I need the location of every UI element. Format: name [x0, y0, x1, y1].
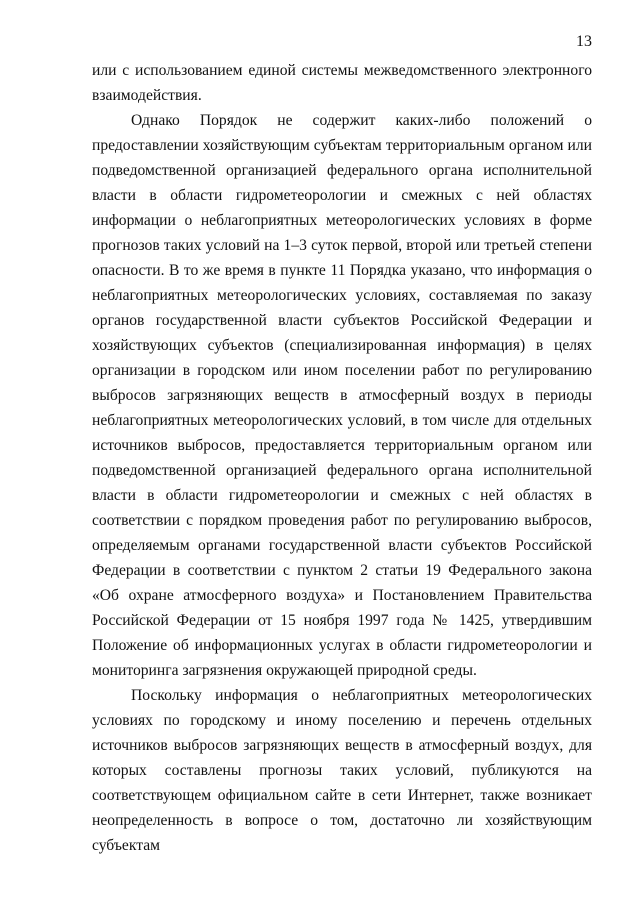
paragraph-procedure-gap: Однако Порядок не содержит каких-либо положений о предоставлении хозяйствующим субъектам территориальным органом или подведомственной организацией федерального органа исполнительной власти в области гидрометеорологии и смежных с ней областях информации о неблагоприятных метеорологических условиях в форме прогнозов таких условий на 1–3 суток первой, второй или третьей степени опасности. В то же время в пункте 11 Порядка указано, что информация о неблагоприятных метеорологических условиях, составляемая по заказу органов государственной власти субъектов Российской Федерации и хозяйствующих субъектов (специализированная информация) в целях организации в городском или ином поселении работ по регулированию выбросов загрязняющих веществ в атмосферный воздух в периоды неблагоприятных метеорологических условий, в том числе для отдельных источников выбросов, предоставляется территориальным органом или подведомственной организацией федерального органа исполнительной власти в области гидрометеорологии и смежных с ней областях в соответствии с порядком проведения работ по регулированию выбросов, определяемым органами государственной власти субъектов Российской Федерации в соответствии с пунктом 2 статьи 19 Федерального закона «Об охране атмосферного воздуха» и Постановлением Правительства Российской Федерации от 15 ноября 1997 года № 1425, утвердившим Положение об информационных услугах в области гидрометеорологии и мониторинга загрязнения окружающей природной среды.: [92, 112, 592, 679]
paragraph-uncertainty: Поскольку информация о неблагоприятных метеорологических условиях по городскому и иному поселению и перечень отдельных источников выбросов загрязняющих веществ в атмосферный воздух, для которых составлены прогнозы таких условий, публикуются на соответствующем официальном сайте в сети Интернет, также возникает неопределенность в вопросе о том, достаточно ли хозяйствующим субъектам: [92, 687, 592, 854]
page-number: 13: [576, 33, 592, 50]
document-body: [92, 58, 592, 858]
paragraph-continuation: или с использованием единой системы межведомственного электронного взаимодействия.: [92, 62, 592, 104]
